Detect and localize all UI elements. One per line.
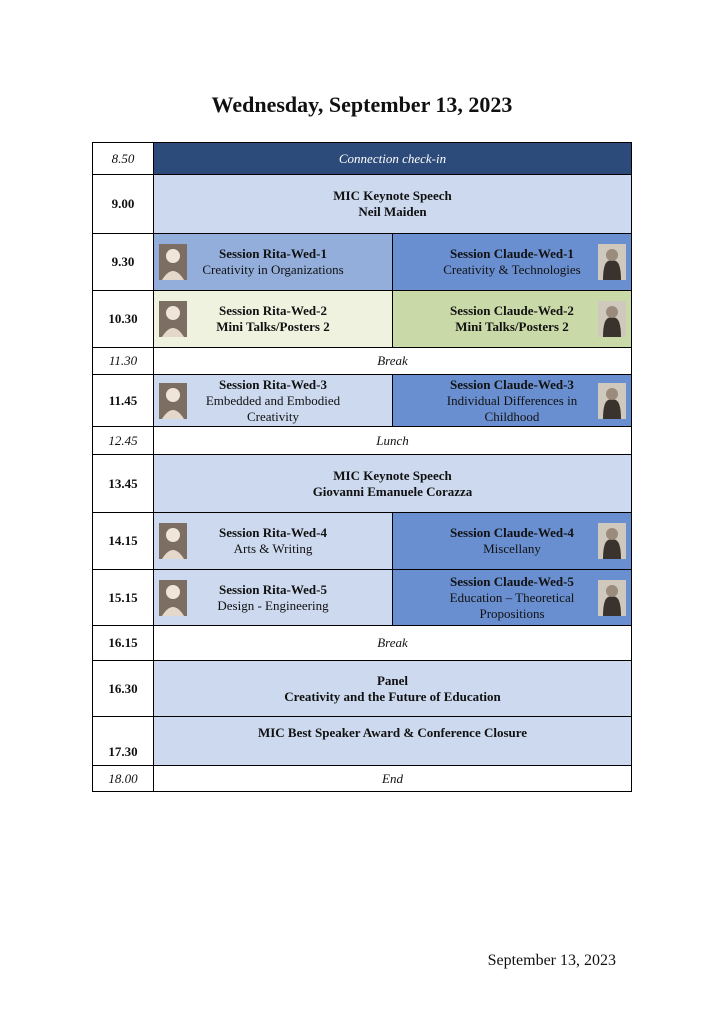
- schedule-table: [92, 142, 632, 792]
- session-name: Session Claude-Wed-1: [450, 246, 574, 261]
- session-cell-left: [154, 291, 393, 347]
- checkin-cell: Connection check-in: [154, 143, 631, 174]
- session-topic: Creativity in Organizations: [202, 262, 344, 277]
- portrait-rita-icon: [159, 383, 187, 419]
- session-name: Session Claude-Wed-2: [450, 303, 574, 318]
- session-topic: Creativity & Technologies: [443, 262, 581, 277]
- time-cell: 14.15: [93, 513, 154, 569]
- session-topic: Childhood: [484, 408, 540, 424]
- session-cell-right: [393, 570, 631, 625]
- time-cell: 9.30: [93, 234, 154, 290]
- portrait-rita-icon: [159, 523, 187, 559]
- portrait-claude-icon: [598, 301, 626, 337]
- session-name: Session Rita-Wed-1: [219, 246, 327, 261]
- schedule-row: [92, 717, 632, 766]
- portrait-claude-icon: [598, 244, 626, 280]
- keynote-title: MIC Keynote Speech: [333, 467, 452, 483]
- portrait-rita-icon: [159, 580, 187, 616]
- schedule-row: [92, 766, 632, 792]
- keynote-speaker: Neil Maiden: [358, 204, 427, 219]
- portrait-claude-icon: [598, 580, 626, 616]
- keynote-title: MIC Keynote Speech: [333, 188, 452, 203]
- session-cell-left: [154, 570, 393, 625]
- time-cell: 8.50: [93, 143, 154, 174]
- session-name: Session Rita-Wed-2: [219, 303, 327, 318]
- closure-cell: MIC Best Speaker Award & Conference Closure: [154, 717, 631, 765]
- time-cell: 12.45: [93, 427, 154, 454]
- time-cell: 17.30: [93, 717, 154, 765]
- session-cell-left: [154, 375, 393, 426]
- session-topic: Propositions: [479, 605, 545, 621]
- schedule-row: [92, 175, 632, 234]
- time-cell: 16.30: [93, 661, 154, 716]
- session-topic: Creativity: [247, 408, 299, 424]
- session-name: Session Claude-Wed-3: [450, 376, 574, 392]
- time-cell: 11.30: [93, 348, 154, 374]
- session-topic: Design - Engineering: [217, 597, 329, 613]
- session-topic: Mini Talks/Posters 2: [216, 319, 330, 334]
- panel-cell: [154, 661, 631, 716]
- session-name: Session Rita-Wed-5: [219, 581, 327, 597]
- session-cell-left: [154, 513, 393, 569]
- portrait-claude-icon: [598, 383, 626, 419]
- session-topic: Arts & Writing: [233, 541, 313, 556]
- portrait-claude-icon: [598, 523, 626, 559]
- schedule-row: [92, 455, 632, 513]
- session-name: Session Rita-Wed-4: [219, 525, 327, 540]
- session-topic: Mini Talks/Posters 2: [455, 319, 569, 334]
- schedule-row: [92, 348, 632, 375]
- session-name: Session Claude-Wed-5: [450, 573, 574, 589]
- session-topic: Embedded and Embodied: [205, 392, 341, 408]
- page-title: Wednesday, September 13, 2023: [211, 92, 513, 117]
- panel-topic: Creativity and the Future of Education: [284, 688, 501, 704]
- break-cell: Break: [154, 626, 631, 660]
- session-name: Session Rita-Wed-3: [219, 376, 327, 392]
- schedule-row: [92, 626, 632, 661]
- schedule-row: [92, 513, 632, 570]
- session-cell-right: [393, 513, 631, 569]
- session-cell-right: [393, 291, 631, 347]
- session-cell-right: [393, 375, 631, 426]
- time-cell: 10.30: [93, 291, 154, 347]
- session-cell-right: [393, 234, 631, 290]
- schedule-row: [92, 375, 632, 427]
- panel-title: Panel: [376, 672, 409, 688]
- schedule-row: [92, 427, 632, 455]
- lunch-cell: Lunch: [154, 427, 631, 454]
- schedule-row: [92, 234, 632, 291]
- session-topic: Education – Theoretical: [449, 589, 575, 605]
- break-cell: Break: [154, 348, 631, 374]
- time-cell: 13.45: [93, 455, 154, 512]
- session-topic: Miscellany: [483, 541, 541, 556]
- schedule-row: [92, 570, 632, 626]
- schedule-row: [92, 291, 632, 348]
- portrait-rita-icon: [159, 301, 187, 337]
- keynote-speaker: Giovanni Emanuele Corazza: [312, 483, 473, 499]
- end-cell: End: [154, 766, 631, 791]
- time-cell: 16.15: [93, 626, 154, 660]
- footer-date: September 13, 2023: [487, 952, 616, 969]
- session-topic: Individual Differences in: [446, 392, 578, 408]
- time-cell: 11.45: [93, 375, 154, 426]
- portrait-rita-icon: [159, 244, 187, 280]
- time-cell: 18.00: [93, 766, 154, 791]
- time-cell: 9.00: [93, 175, 154, 233]
- session-cell-left: [154, 234, 393, 290]
- keynote-cell: [154, 175, 631, 233]
- schedule-row: [92, 142, 632, 175]
- session-name: Session Claude-Wed-4: [450, 525, 574, 540]
- keynote-cell: [154, 455, 631, 512]
- schedule-row: [92, 661, 632, 717]
- time-cell: 15.15: [93, 570, 154, 625]
